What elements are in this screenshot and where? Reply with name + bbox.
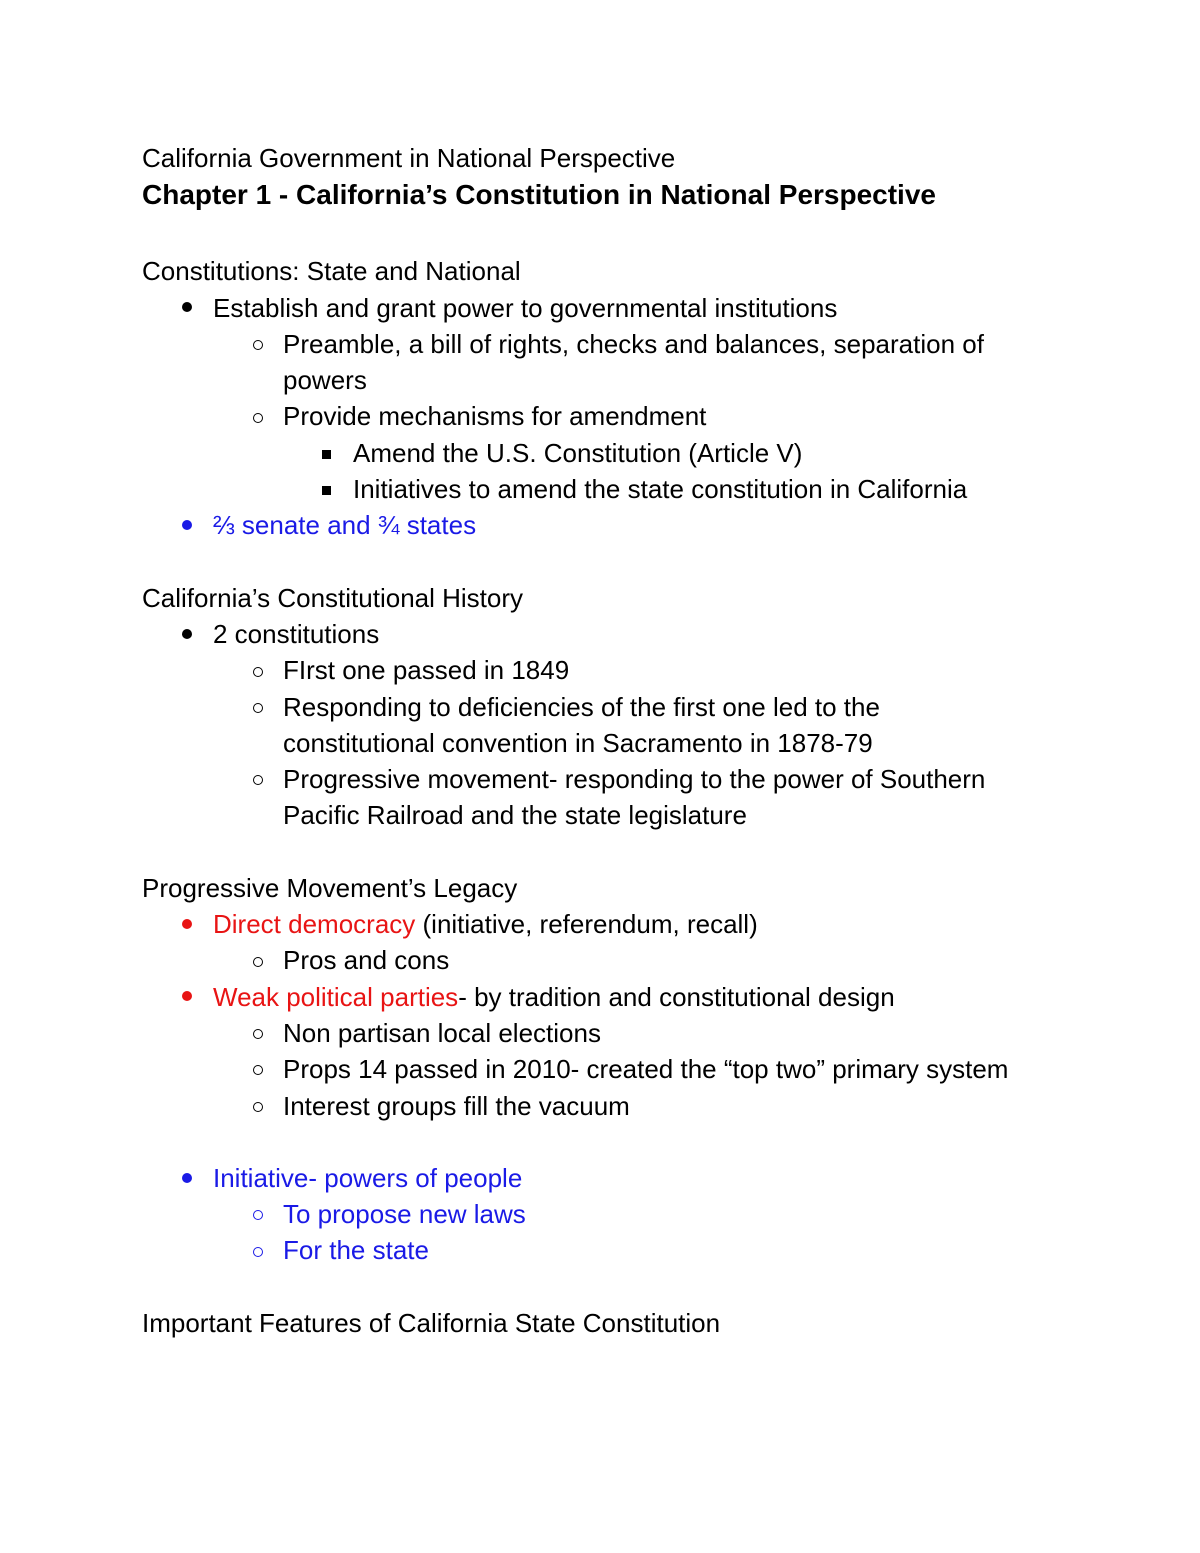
section-heading-history: California’s Constitutional History (142, 582, 524, 613)
list-item: Direct democracy (initiative, referendum, recall) (142, 906, 1082, 942)
list-item: 2 constitutions (142, 616, 1082, 652)
list-item: Amend the U.S. Constitution (Article V) (142, 435, 1082, 471)
bullet-circle-icon (246, 398, 270, 434)
section-heading-legacy: Progressive Movement’s Legacy (142, 872, 518, 903)
bullet-disc-icon (175, 507, 199, 543)
list-item-highlight: For the state (142, 1232, 1082, 1268)
list-item: Responding to deficiencies of the first one led to the constitutional convention in Sacramento in 1878-79 (142, 689, 1082, 762)
list-item: Initiatives to amend the state constitution in California (142, 471, 1082, 507)
bullet-disc-icon (175, 906, 199, 942)
list-item: Props 14 passed in 2010- created the “top two” primary system (142, 1051, 1082, 1087)
spacer (142, 544, 1082, 580)
document-page (142, 140, 1082, 1341)
list-item: Interest groups fill the vacuum (142, 1088, 1082, 1124)
bullet-circle-icon (246, 1051, 270, 1087)
list-item: Pros and cons (142, 942, 1082, 978)
bullet-circle-icon (246, 1088, 270, 1124)
highlight-term: Direct democracy (213, 909, 416, 940)
spacer (142, 1269, 1082, 1305)
bullet-circle-icon (246, 652, 270, 688)
list-item: FIrst one passed in 1849 (142, 652, 1082, 688)
list-item: Non partisan local elections (142, 1015, 1082, 1051)
spacer (142, 834, 1082, 870)
list-item: Provide mechanisms for amendment (142, 398, 1082, 434)
bullet-disc-icon (175, 979, 199, 1015)
bullet-circle-icon (246, 1232, 270, 1268)
bullet-disc-icon (175, 1160, 199, 1196)
bullet-circle-icon (246, 326, 270, 362)
list-item-highlight: ⅔ senate and ¾ states (142, 507, 1082, 543)
section-heading-constitutions: Constitutions: State and National (142, 256, 521, 287)
chapter-heading: Chapter 1 - California’s Constitution in National Perspective (142, 179, 936, 211)
spacer (142, 1124, 1082, 1160)
list-item: Establish and grant power to governmental institutions (142, 290, 1082, 326)
highlight-term: Weak political parties (213, 981, 459, 1012)
bullet-disc-icon (175, 290, 199, 326)
list-item: Progressive movement- responding to the power of Southern Pacific Railroad and the state legislature (142, 761, 1082, 834)
document-title: California Government in National Perspective (142, 143, 676, 173)
bullet-circle-icon (246, 689, 270, 725)
bullet-circle-icon (246, 942, 270, 978)
bullet-circle-icon (246, 761, 270, 797)
bullet-circle-icon (246, 1196, 270, 1232)
bullet-square-icon (314, 471, 338, 507)
bullet-circle-icon (246, 1015, 270, 1051)
bullet-disc-icon (175, 616, 199, 652)
bullet-square-icon (314, 435, 338, 471)
list-item-highlight: To propose new laws (142, 1196, 1082, 1232)
list-item: Preamble, a bill of rights, checks and balances, separation of powers (142, 326, 1082, 399)
section-heading-features: Important Features of California State Constitution (142, 1307, 721, 1338)
spacer (142, 214, 1082, 253)
list-item: Weak political parties- by tradition and constitutional design (142, 979, 1082, 1015)
list-item-highlight: Initiative- powers of people (142, 1160, 1082, 1196)
